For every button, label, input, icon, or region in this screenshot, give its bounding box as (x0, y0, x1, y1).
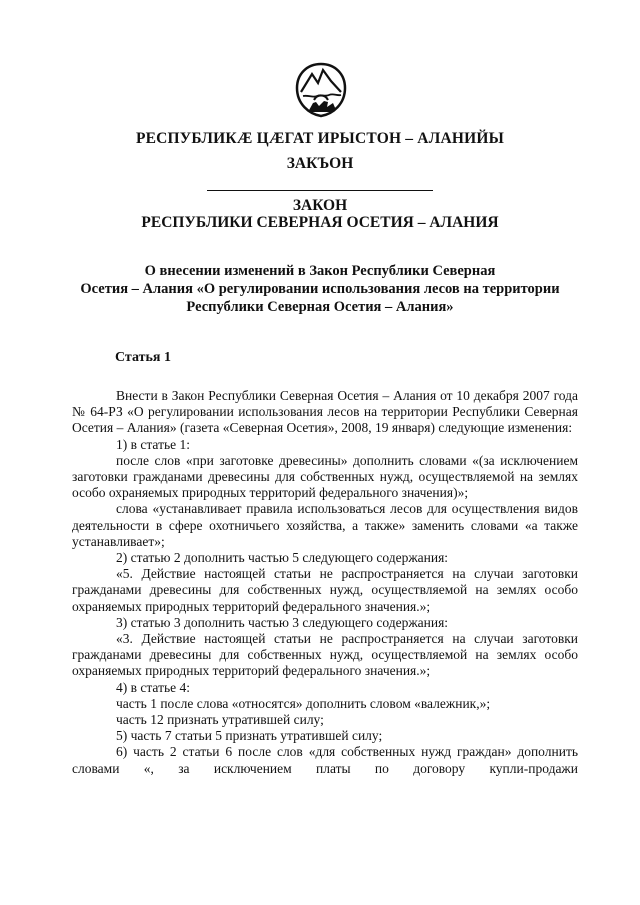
law-label-ossetian: ЗАКЪОН (286, 155, 354, 172)
article-paragraph: «5. Действие настоящей статьи не распространяется на случаи заготовки гражданами древесины для собственных нужд, осуществляемой на землях особо охраняемых природных территорий федерального значения.»; (72, 566, 578, 614)
article-paragraph: 1) в статье 1: (116, 436, 190, 452)
law-label-russian: ЗАКОН (292, 197, 348, 214)
article-heading: Статья 1 (115, 350, 171, 365)
article-paragraph: 2) статью 2 дополнить частью 5 следующего содержания: (116, 550, 449, 566)
law-title-line: О внесении изменений в Закон Республики Северная (144, 263, 496, 279)
article-paragraph: после слов «при заготовке древесины» дополнить словами «(за исключением заготовки гражданами древесины для собственных нужд, осуществляемой на землях особо охраняемых природных территорий федерального значения)»; (72, 452, 578, 501)
republic-name-russian: РЕСПУБЛИКИ СЕВЕРНАЯ ОСЕТИЯ – АЛАНИЯ (141, 214, 499, 231)
header-divider (207, 190, 433, 191)
article-paragraph: Внести в Закон Республики Северная Осетия – Алания от 10 декабря 2007 года № 64-РЗ «О регулировании использования лесов на территории Республики Северная Осетия – Алания» (газета «Северная Осетия», 2008, 19 января) следующие изменения: (72, 388, 578, 436)
article-paragraph: 6) часть 2 статьи 6 после слов «для собственных нужд граждан» дополнить словами «, за исключением платы по договору купли-продажи (72, 744, 578, 776)
article-body (72, 388, 578, 777)
article-paragraph: слова «устанавливает правила использоваться лесов для осуществления видов деятельности в сфере охотничьего хозяйства, а также» заменить словами «а также устанавливает»; (72, 501, 578, 549)
article-paragraph: часть 12 признать утратившей силу; (116, 712, 324, 728)
republic-name-ossetian: РЕСПУБЛИКӔ ЦӔГАТ ИРЫСТОН – АЛАНИЙЫ (135, 130, 505, 147)
coat-of-arms-icon (295, 62, 347, 118)
article-paragraph: часть 1 после слова «относятся» дополнить словом «валежник,»; (116, 695, 491, 711)
article-paragraph: 3) статью 3 дополнить частью 3 следующего содержания: (116, 614, 449, 630)
law-title-line: Республики Северная Осетия – Алания» (186, 299, 454, 315)
article-paragraph: 4) в статье 4: (116, 679, 190, 695)
law-title (60, 262, 580, 316)
law-title-line: Осетия – Алания «О регулировании использования лесов на территории (80, 281, 560, 297)
article-paragraph: 5) часть 7 статьи 5 признать утратившей силу; (116, 728, 383, 744)
article-paragraph: «3. Действие настоящей статьи не распространяется на случаи заготовки гражданами древесины для собственных нужд, осуществляемой на землях особо охраняемых природных территорий федерального значения.»; (72, 631, 578, 679)
